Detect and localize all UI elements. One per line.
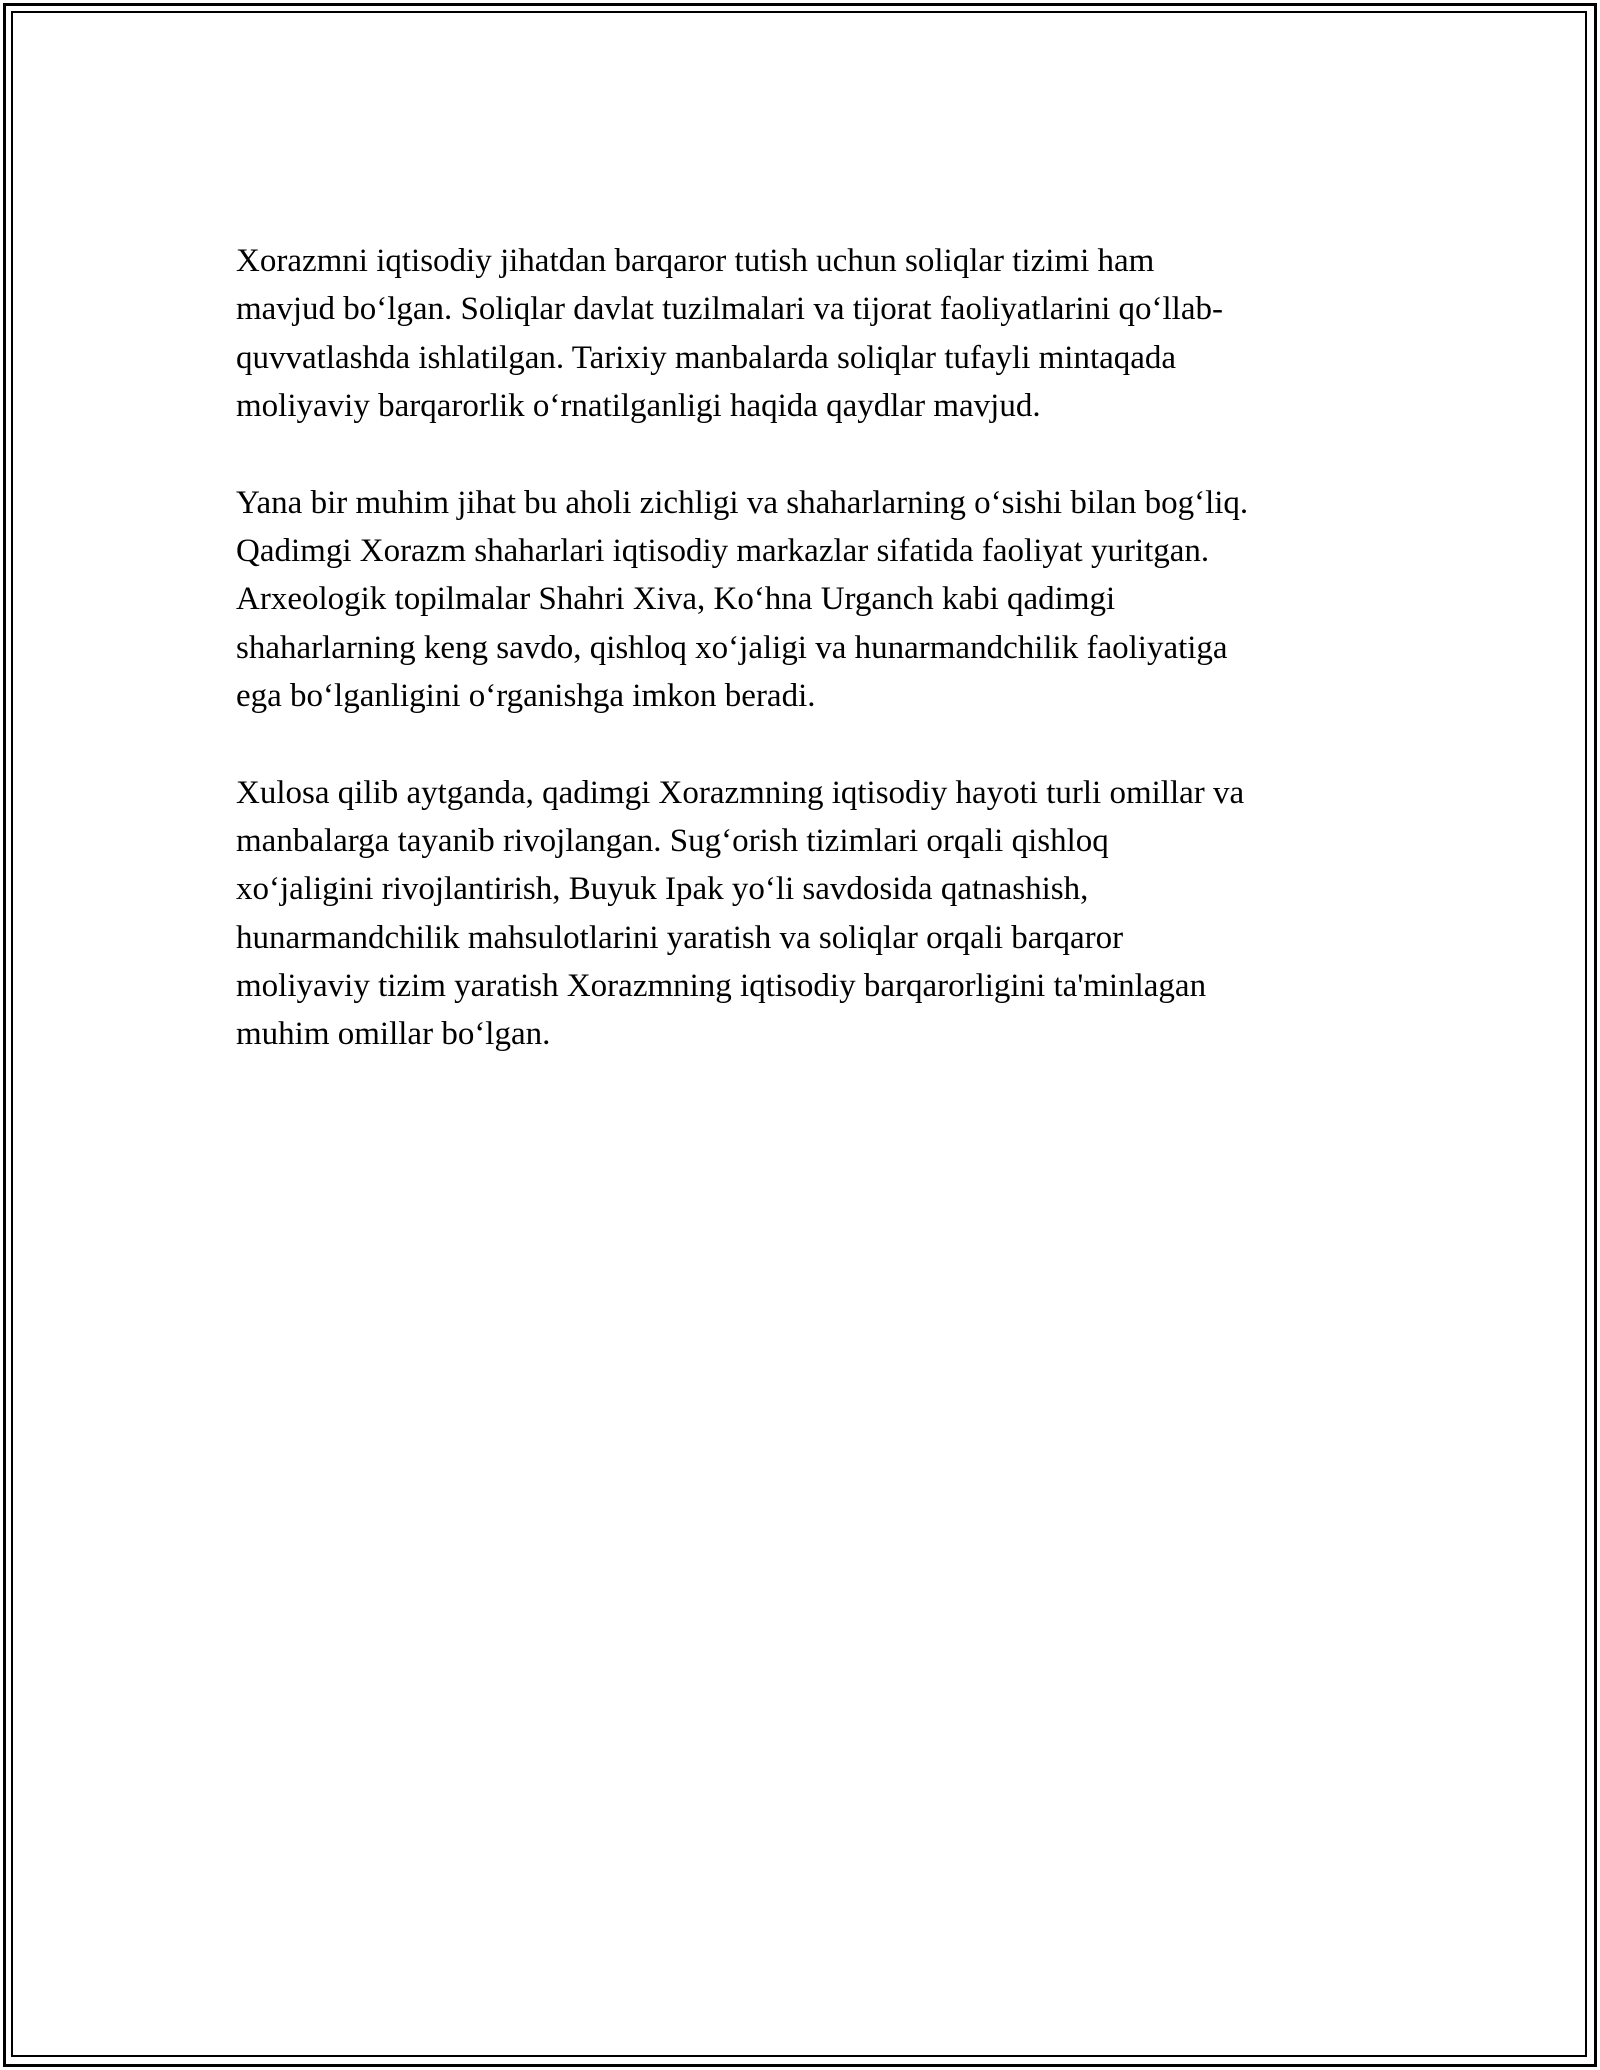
text-line: Xorazmni iqtisodiy jihatdan barqaror tutish uchun soliqlar tizimi ham — [236, 243, 1155, 279]
text-line: ega bo‘lganligini o‘rganishga imkon beradi. — [236, 677, 816, 714]
text-line: manbalarga tayanib rivojlangan. Sug‘orish tizimlari orqali qishloq — [236, 822, 1109, 859]
text-line: shaharlarning keng savdo, qishloq xo‘jaligi va hunarmandchilik faoliyatiga — [236, 629, 1228, 666]
document-body — [236, 237, 1386, 1107]
paragraph-taxes — [236, 237, 1386, 430]
paragraph-cities — [236, 479, 1386, 720]
text-line: Xulosa qilib aytganda, qadimgi Xorazmning iqtisodiy hayoti turli omillar va — [236, 774, 1245, 811]
text-line: Qadimgi Xorazm shaharlari iqtisodiy markazlar sifatida faoliyat yuritgan. — [236, 532, 1210, 569]
text-line: hunarmandchilik mahsulotlarini yaratish va soliqlar orqali barqaror — [236, 919, 1124, 956]
text-line: quvvatlashda ishlatilgan. Tarixiy manbalarda soliqlar tufayli mintaqada — [236, 339, 1177, 376]
text-line: muhim omillar bo‘lgan. — [236, 1016, 551, 1053]
text-line: mavjud bo‘lgan. Soliqlar davlat tuzilmalari va tijorat faoliyatlarini qo‘llab- — [236, 291, 1223, 328]
text-line: Yana bir muhim jihat bu aholi zichligi va shaharlarning o‘sishi bilan bog‘liq. — [236, 484, 1249, 521]
text-line: moliyaviy tizim yaratish Xorazmning iqtisodiy barqarorligini ta'minlagan — [236, 967, 1207, 1004]
text-line: Arxeologik topilmalar Shahri Xiva, Ko‘hna Urganch kabi qadimgi — [236, 581, 1116, 618]
paragraph-conclusion — [236, 769, 1386, 1059]
text-line: moliyaviy barqarorlik o‘rnatilganligi haqida qaydlar mavjud. — [236, 387, 1041, 424]
text-line: xo‘jaligini rivojlantirish, Buyuk Ipak yo‘li savdosida qatnashish, — [236, 871, 1089, 908]
